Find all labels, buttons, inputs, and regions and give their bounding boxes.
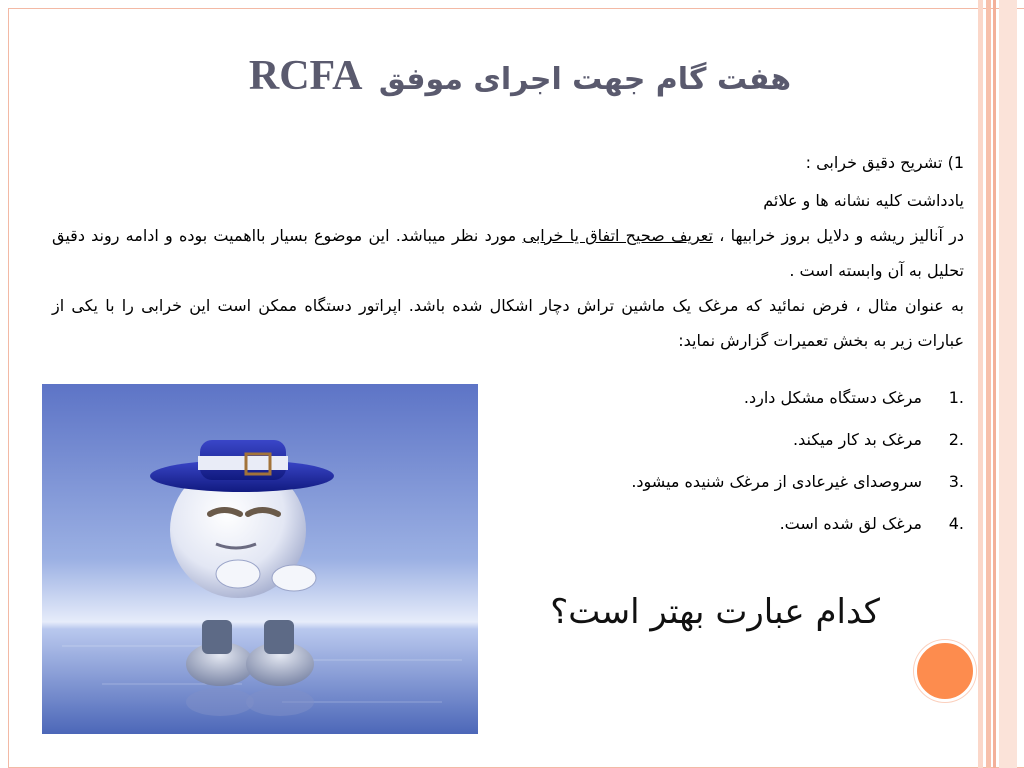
list-item xyxy=(490,508,964,550)
list-number: 1. xyxy=(948,388,964,407)
paragraph-text: در آنالیز ریشه و دلایل بروز خرابیها ، xyxy=(712,226,965,245)
question-text: کدام عبارت بهتر است؟ xyxy=(550,592,880,632)
list-text: سروصدای غیرعادی از مرغک شنیده میشود. xyxy=(631,472,922,491)
slide-body xyxy=(52,145,964,358)
underlined-phrase: تعریف صحیح اتفاق یا خرابی xyxy=(522,226,713,245)
body-paragraph: به عنوان مثال ، فرض نمائید که مرغک یک ماشین تراش دچار اشکال شده باشد. اپراتور دستگاه ممکن است این خرابی را با یکی از عبارات زیر به بخش تعمیرات گزارش نماید: xyxy=(52,296,964,350)
step-heading: 1) تشریح دقیق خرابی : xyxy=(805,153,964,172)
list-number: 3. xyxy=(948,472,964,491)
body-line: یادداشت کلیه نشانه ها و علائم xyxy=(763,191,964,210)
list-item xyxy=(490,424,964,466)
side-stripe xyxy=(986,0,991,768)
list-number: 4. xyxy=(948,514,964,533)
title-text: هفت گام جهت اجرای موفق xyxy=(378,62,792,97)
decorative-circle xyxy=(914,640,976,702)
list-number: 2. xyxy=(948,430,964,449)
list-text: مرغک دستگاه مشکل دارد. xyxy=(743,388,922,407)
side-stripe xyxy=(978,0,983,768)
title-acronym: RCFA xyxy=(248,53,363,99)
list-text: مرغک لق شده است. xyxy=(779,514,922,533)
report-options-list xyxy=(490,382,964,550)
list-item xyxy=(490,466,964,508)
list-text: مرغک بد کار میکند. xyxy=(793,430,922,449)
side-stripe xyxy=(999,0,1017,768)
slide-title xyxy=(60,52,980,100)
paragraph-text: مورد نظر میباشد. این موضوع بسیار بااهمیت بوده و ادامه روند دقیق تحلیل به آن وابسته است . xyxy=(52,226,964,280)
cartoon-image xyxy=(42,384,478,734)
cartoon-illustration xyxy=(42,384,478,734)
list-item xyxy=(490,382,964,424)
side-stripe xyxy=(993,0,996,768)
body-paragraph xyxy=(52,218,964,288)
